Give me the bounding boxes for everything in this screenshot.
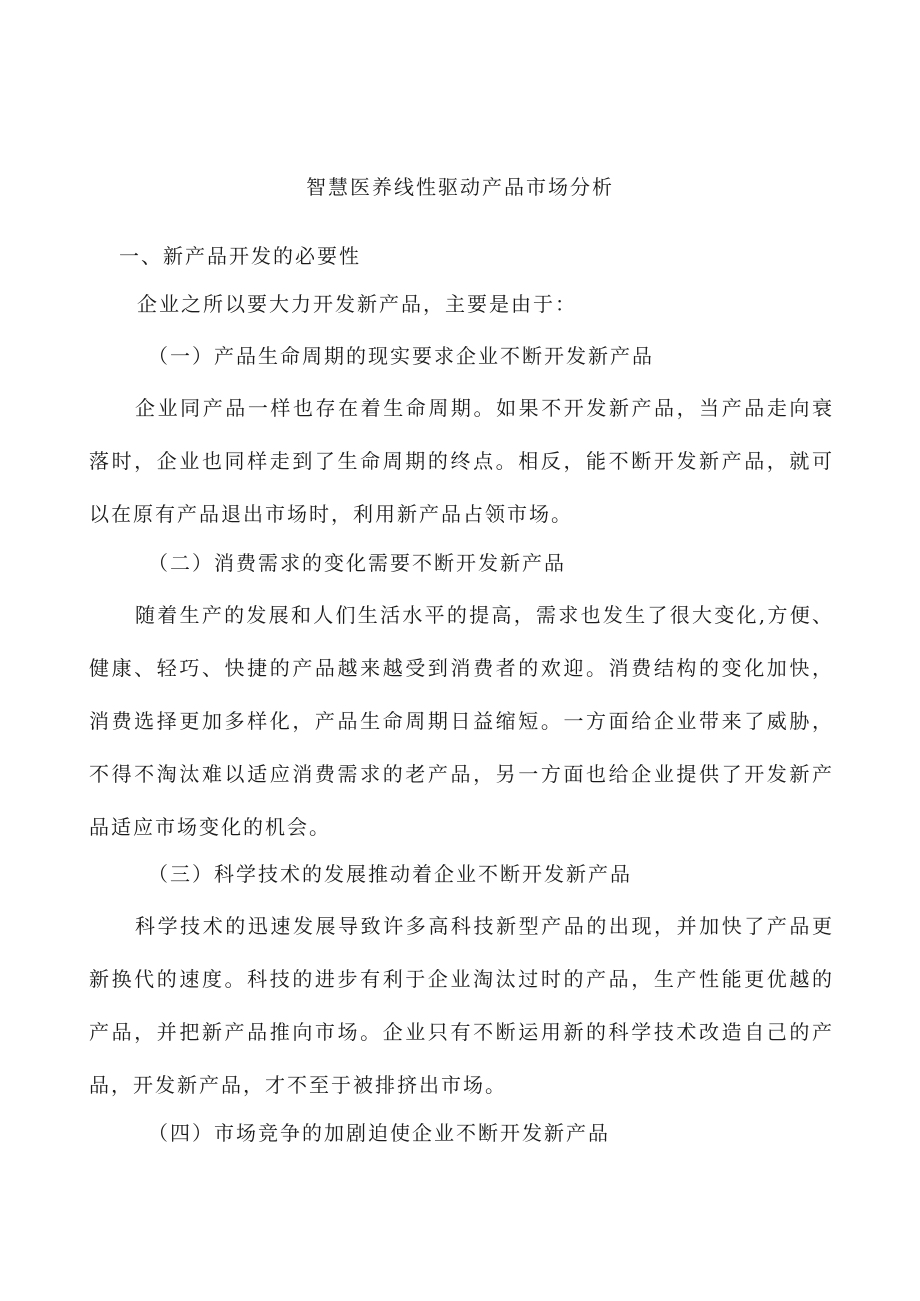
subheading-4: （四）市场竞争的加剧迫使企业不断开发新产品 — [148, 1121, 610, 1145]
document-title: 智慧医养线性驱动产品市场分析 — [306, 175, 614, 199]
paragraph-1: 企业同产品一样也存在着生命周期。如果不开发新产品，当产品走向衰落时，企业也同样走到了生命周期的终点。相反，能不断开发新产品，就可以在原有产品退出市场时，利用新产品占领市场。 — [89, 396, 834, 526]
subheading-1: （一）产品生命周期的现实要求企业不断开发新产品 — [148, 344, 654, 368]
section-heading: 一、新产品开发的必要性 — [119, 244, 361, 268]
intro-paragraph: 企业之所以要大力开发新产品，主要是由于： — [137, 292, 577, 316]
subheading-2: （二）消费需求的变化需要不断开发新产品 — [148, 551, 566, 575]
paragraph-2: 随着生产的发展和人们生活水平的提高，需求也发生了很大变化,方便、健康、轻巧、快捷的产品越来越受到消费者的欢迎。消费结构的变化加快，消费选择更加多样化，产品生命周期日益缩短。一方面给企业带来了威胁，不得不淘汰难以适应消费需求的老产品，另一方面也给企业提供了开发新产品适应市场变化的机会。 — [89, 603, 834, 839]
subheading-3: （三）科学技术的发展推动着企业不断开发新产品 — [148, 862, 632, 886]
paragraph-3: 科学技术的迅速发展导致许多高科技新型产品的出现，并加快了产品更新换代的速度。科技的进步有利于企业淘汰过时的产品，生产性能更优越的产品，并把新产品推向市场。企业只有不断运用新的科学技术改造自己的产品，开发新产品，才不至于被排挤出市场。 — [89, 914, 834, 1097]
